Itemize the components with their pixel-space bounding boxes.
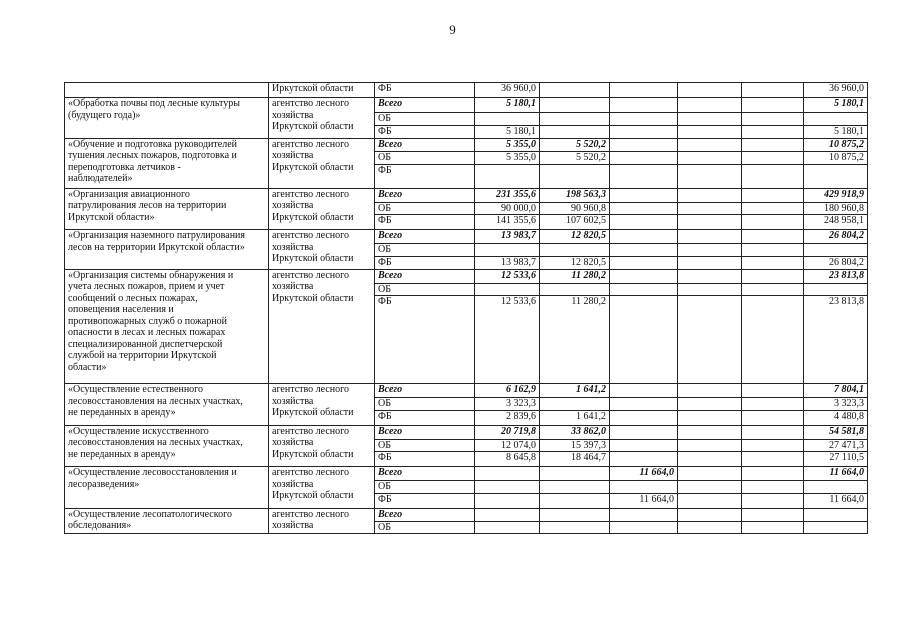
program-name-line: патрулирования лесов на территории	[68, 200, 227, 211]
funding-source-cell: Всего	[375, 138, 475, 151]
value-cell: 20 719,8	[475, 425, 540, 439]
value-cell	[678, 508, 742, 521]
value-cell	[540, 493, 610, 508]
executor-line: хозяйства	[272, 520, 314, 531]
value-cell	[610, 164, 678, 188]
program-name-line: Иркутской области»	[68, 211, 155, 223]
program-name-line: «Осуществление лесовосстановления и	[68, 467, 237, 478]
funding-source-cell: ФБ	[375, 410, 475, 425]
value-cell	[610, 508, 678, 521]
program-name-line: «Осуществление лесопатологического	[68, 508, 232, 520]
value-cell: 36 960,0	[475, 83, 540, 98]
value-cell	[540, 398, 610, 411]
value-cell	[678, 521, 742, 534]
value-cell: 5 355,0	[475, 138, 540, 151]
page-number: 9	[449, 22, 456, 37]
executor-cell	[269, 138, 375, 188]
funding-source-cell: ОБ	[375, 283, 475, 296]
budget-table-body	[65, 83, 868, 534]
funding-source-cell: Всего	[375, 425, 475, 439]
value-cell	[610, 125, 678, 138]
value-cell	[742, 269, 804, 283]
value-cell: 18 464,7	[540, 452, 610, 467]
table-row	[65, 467, 868, 481]
funding-source-cell: Всего	[375, 508, 475, 521]
value-cell: 12 533,6	[475, 269, 540, 283]
total-cell: 27 471,3	[804, 439, 868, 452]
funding-source-cell: ОБ	[375, 202, 475, 215]
value-cell: 11 280,2	[540, 269, 610, 283]
value-cell	[540, 283, 610, 296]
value-cell	[475, 481, 540, 494]
total-cell: 11 664,0	[804, 493, 868, 508]
total-cell: 3 323,3	[804, 398, 868, 411]
total-cell: 27 110,5	[804, 452, 868, 467]
value-cell	[742, 283, 804, 296]
value-cell	[678, 138, 742, 151]
executor-line: хозяйства	[272, 478, 314, 490]
funding-source-cell: Всего	[375, 269, 475, 283]
value-cell	[742, 151, 804, 164]
value-cell	[742, 125, 804, 138]
program-name-line: (будущего года)»	[68, 109, 141, 121]
value-cell	[540, 83, 610, 98]
funding-source-cell: ФБ	[375, 125, 475, 138]
value-cell	[742, 83, 804, 98]
program-name-cell	[65, 508, 269, 534]
value-cell: 5 355,0	[475, 151, 540, 164]
value-cell	[678, 384, 742, 398]
executor-line: агентство лесного	[272, 98, 349, 109]
value-cell	[610, 481, 678, 494]
total-cell	[804, 521, 868, 534]
value-cell	[742, 256, 804, 269]
value-cell	[742, 521, 804, 534]
total-cell	[804, 283, 868, 296]
value-cell	[678, 125, 742, 138]
total-cell: 23 813,8	[804, 269, 868, 283]
total-cell: 5 180,1	[804, 98, 868, 113]
total-cell: 54 581,8	[804, 425, 868, 439]
funding-source-cell: ФБ	[375, 83, 475, 98]
value-cell: 1 641,2	[540, 384, 610, 398]
program-name-line: переподготовка летчиков -	[68, 161, 181, 173]
executor-cell	[269, 188, 375, 230]
value-cell	[742, 215, 804, 230]
value-cell	[678, 113, 742, 126]
value-cell	[540, 164, 610, 188]
value-cell	[742, 230, 804, 244]
program-name-line: сообщений о лесных пожарах,	[68, 292, 198, 304]
executor-line: Иркутской области	[272, 161, 354, 173]
total-cell: 10 875,2	[804, 138, 868, 151]
executor-cell	[269, 269, 375, 384]
value-cell	[678, 98, 742, 113]
value-cell	[742, 164, 804, 188]
executor-line: агентство лесного	[272, 188, 349, 200]
value-cell	[742, 138, 804, 151]
program-name-line: не переданных в аренду»	[68, 407, 176, 418]
executor-line: Иркутской области	[272, 292, 354, 304]
value-cell: 12 820,5	[540, 230, 610, 244]
value-cell	[678, 425, 742, 439]
value-cell	[742, 98, 804, 113]
table-row	[65, 83, 868, 98]
funding-source-cell: ОБ	[375, 481, 475, 494]
program-name-line: оповещения населения и	[68, 304, 174, 315]
value-cell	[610, 202, 678, 215]
value-cell	[742, 296, 804, 384]
value-cell	[540, 467, 610, 481]
executor-line: хозяйства	[272, 241, 314, 253]
funding-source-cell: ОБ	[375, 398, 475, 411]
value-cell	[610, 439, 678, 452]
executor-line: агентство лесного	[272, 269, 349, 281]
funding-source-cell: Всего	[375, 384, 475, 398]
value-cell	[610, 98, 678, 113]
value-cell: 5 520,2	[540, 151, 610, 164]
value-cell	[678, 151, 742, 164]
value-cell	[678, 164, 742, 188]
program-name-line: «Организация авиационного	[68, 188, 190, 200]
value-cell: 90 960,8	[540, 202, 610, 215]
value-cell	[742, 508, 804, 521]
table-row	[65, 384, 868, 398]
program-name-line: службой на территории Иркутской	[68, 350, 217, 361]
value-cell	[540, 125, 610, 138]
value-cell	[610, 410, 678, 425]
executor-line: агентство лесного	[272, 425, 349, 437]
table-row	[65, 508, 868, 521]
value-cell: 231 355,6	[475, 188, 540, 202]
funding-source-cell: ФБ	[375, 452, 475, 467]
value-cell	[475, 244, 540, 257]
program-name-line: специализированной диспетчерской	[68, 338, 223, 350]
program-name-cell	[65, 467, 269, 509]
program-name-cell	[65, 384, 269, 426]
executor-cell	[269, 425, 375, 467]
table-row	[65, 230, 868, 244]
executor-line: хозяйства	[272, 395, 314, 407]
executor-line: агентство лесного	[272, 384, 349, 395]
value-cell: 5 180,1	[475, 125, 540, 138]
value-cell: 12 533,6	[475, 296, 540, 384]
value-cell	[610, 425, 678, 439]
executor-line: Иркутской области	[272, 211, 354, 223]
total-cell	[804, 508, 868, 521]
funding-source-cell: Всего	[375, 230, 475, 244]
value-cell	[610, 521, 678, 534]
value-cell	[475, 283, 540, 296]
program-name-line: лесов на территории Иркутской области»	[68, 241, 245, 253]
funding-source-cell: Всего	[375, 188, 475, 202]
program-name-cell	[65, 425, 269, 467]
executor-line: агентство лесного	[272, 138, 349, 150]
total-cell: 10 875,2	[804, 151, 868, 164]
value-cell	[610, 384, 678, 398]
value-cell: 12 820,5	[540, 256, 610, 269]
value-cell	[742, 467, 804, 481]
program-name-line: «Организация системы обнаружения и	[68, 269, 234, 281]
program-name-line: «Организация наземного патрулирования	[68, 230, 245, 241]
table-row	[65, 188, 868, 202]
value-cell	[610, 113, 678, 126]
executor-line: Иркутской области	[272, 448, 354, 460]
program-name-cell	[65, 83, 269, 98]
program-name-cell	[65, 138, 269, 188]
total-cell: 36 960,0	[804, 83, 868, 98]
executor-line: Иркутской области	[272, 407, 354, 418]
value-cell	[475, 508, 540, 521]
funding-source-cell: ОБ	[375, 244, 475, 257]
executor-line: агентство лесного	[272, 508, 349, 520]
value-cell: 5 180,1	[475, 98, 540, 113]
value-cell	[678, 410, 742, 425]
value-cell	[610, 256, 678, 269]
funding-source-cell: ОБ	[375, 113, 475, 126]
value-cell: 8 645,8	[475, 452, 540, 467]
funding-source-cell: Всего	[375, 467, 475, 481]
value-cell	[540, 508, 610, 521]
executor-line: агентство лесного	[272, 230, 349, 241]
value-cell: 13 983,7	[475, 256, 540, 269]
table-row	[65, 138, 868, 151]
value-cell	[475, 113, 540, 126]
value-cell	[678, 269, 742, 283]
program-name-line: учета лесных пожаров, прием и учет	[68, 281, 225, 292]
value-cell	[742, 425, 804, 439]
total-cell	[804, 481, 868, 494]
program-name-line: не переданных в аренду»	[68, 448, 176, 460]
value-cell: 3 323,3	[475, 398, 540, 411]
table-row	[65, 269, 868, 283]
value-cell	[742, 410, 804, 425]
program-name-line: наблюдателей»	[68, 173, 133, 184]
value-cell	[540, 98, 610, 113]
value-cell	[678, 256, 742, 269]
value-cell: 33 862,0	[540, 425, 610, 439]
value-cell	[742, 493, 804, 508]
executor-line: Иркутской области	[272, 121, 354, 132]
total-cell: 4 480,8	[804, 410, 868, 425]
value-cell	[610, 188, 678, 202]
executor-line: Иркутской области	[272, 490, 354, 501]
value-cell	[610, 230, 678, 244]
value-cell	[610, 452, 678, 467]
value-cell	[540, 521, 610, 534]
program-name-line: тушения лесных пожаров, подготовка и	[68, 150, 237, 161]
value-cell	[475, 493, 540, 508]
value-cell: 6 162,9	[475, 384, 540, 398]
value-cell: 11 280,2	[540, 296, 610, 384]
value-cell: 11 664,0	[610, 493, 678, 508]
executor-cell	[269, 467, 375, 509]
value-cell	[678, 493, 742, 508]
executor-line: агентство лесного	[272, 467, 349, 478]
value-cell	[678, 283, 742, 296]
value-cell	[475, 164, 540, 188]
value-cell	[610, 151, 678, 164]
value-cell	[610, 296, 678, 384]
total-cell	[804, 164, 868, 188]
value-cell	[678, 215, 742, 230]
value-cell	[610, 83, 678, 98]
funding-source-cell: ФБ	[375, 164, 475, 188]
value-cell: 12 074,0	[475, 439, 540, 452]
funding-source-cell: ФБ	[375, 493, 475, 508]
value-cell	[742, 188, 804, 202]
total-cell: 26 804,2	[804, 230, 868, 244]
total-cell	[804, 113, 868, 126]
program-name-cell	[65, 269, 269, 384]
value-cell	[678, 481, 742, 494]
program-name-line: области»	[68, 361, 107, 373]
executor-cell	[269, 230, 375, 270]
total-cell: 429 918,9	[804, 188, 868, 202]
program-name-line: обследования»	[68, 520, 132, 531]
value-cell: 107 602,5	[540, 215, 610, 230]
value-cell	[742, 113, 804, 126]
value-cell: 13 983,7	[475, 230, 540, 244]
program-name-line: опасности в лесах и лесных пожарах	[68, 327, 226, 338]
table-row	[65, 425, 868, 439]
program-name-line: лесовосстановления на лесных участках,	[68, 437, 243, 448]
value-cell: 1 641,2	[540, 410, 610, 425]
funding-source-cell: Всего	[375, 98, 475, 113]
program-name-line: лесовосстановления на лесных участках,	[68, 395, 243, 407]
value-cell	[678, 398, 742, 411]
value-cell	[678, 467, 742, 481]
funding-source-cell: ОБ	[375, 521, 475, 534]
total-cell: 248 958,1	[804, 215, 868, 230]
value-cell	[742, 398, 804, 411]
value-cell	[678, 83, 742, 98]
value-cell: 141 355,6	[475, 215, 540, 230]
value-cell	[678, 202, 742, 215]
value-cell	[610, 244, 678, 257]
executor-cell	[269, 83, 375, 98]
value-cell	[678, 296, 742, 384]
value-cell	[475, 467, 540, 481]
value-cell	[540, 481, 610, 494]
executor-line: хозяйства	[272, 437, 314, 448]
total-cell: 26 804,2	[804, 256, 868, 269]
funding-source-cell: ОБ	[375, 439, 475, 452]
value-cell	[540, 244, 610, 257]
total-cell	[804, 244, 868, 257]
total-cell: 11 664,0	[804, 467, 868, 481]
value-cell	[678, 244, 742, 257]
program-name-line: противопожарных служб о пожарной	[68, 315, 227, 327]
program-name-line: «Обучение и подготовка руководителей	[68, 138, 237, 150]
executor-cell	[269, 384, 375, 426]
value-cell: 5 520,2	[540, 138, 610, 151]
executor-line: хозяйства	[272, 200, 314, 211]
value-cell: 198 563,3	[540, 188, 610, 202]
value-cell	[742, 452, 804, 467]
funding-source-cell: ФБ	[375, 215, 475, 230]
value-cell	[678, 439, 742, 452]
value-cell	[678, 452, 742, 467]
program-name-line: «Осуществление естественного	[68, 384, 204, 395]
program-name-cell	[65, 230, 269, 270]
executor-line: Иркутской области	[272, 253, 354, 264]
program-name-line: «Обработка почвы под лесные культуры	[68, 98, 240, 109]
value-cell	[742, 384, 804, 398]
funding-source-cell: ФБ	[375, 256, 475, 269]
value-cell	[742, 481, 804, 494]
total-cell: 180 960,8	[804, 202, 868, 215]
value-cell	[742, 202, 804, 215]
executor-cell	[269, 508, 375, 534]
funding-source-cell: ФБ	[375, 296, 475, 384]
value-cell	[610, 283, 678, 296]
executor-line: хозяйства	[272, 281, 314, 292]
budget-table	[64, 82, 868, 534]
value-cell: 15 397,3	[540, 439, 610, 452]
value-cell: 90 000,0	[475, 202, 540, 215]
value-cell	[610, 398, 678, 411]
value-cell	[742, 439, 804, 452]
value-cell	[742, 244, 804, 257]
total-cell: 7 804,1	[804, 384, 868, 398]
program-name-cell	[65, 188, 269, 230]
value-cell	[678, 230, 742, 244]
value-cell: 11 664,0	[610, 467, 678, 481]
program-name-cell	[65, 98, 269, 139]
total-cell: 5 180,1	[804, 125, 868, 138]
value-cell	[540, 113, 610, 126]
total-cell: 23 813,8	[804, 296, 868, 384]
executor-cell	[269, 98, 375, 139]
value-cell	[610, 138, 678, 151]
program-name-line: «Осуществление искусственного	[68, 425, 209, 437]
value-cell	[610, 269, 678, 283]
value-cell	[678, 188, 742, 202]
value-cell	[475, 521, 540, 534]
value-cell	[610, 215, 678, 230]
executor-line: Иркутской области	[272, 83, 354, 94]
executor-line: хозяйства	[272, 150, 314, 161]
funding-source-cell: ОБ	[375, 151, 475, 164]
program-name-line: лесоразведения»	[68, 478, 140, 490]
value-cell: 2 839,6	[475, 410, 540, 425]
table-row	[65, 98, 868, 113]
executor-line: хозяйства	[272, 109, 314, 121]
